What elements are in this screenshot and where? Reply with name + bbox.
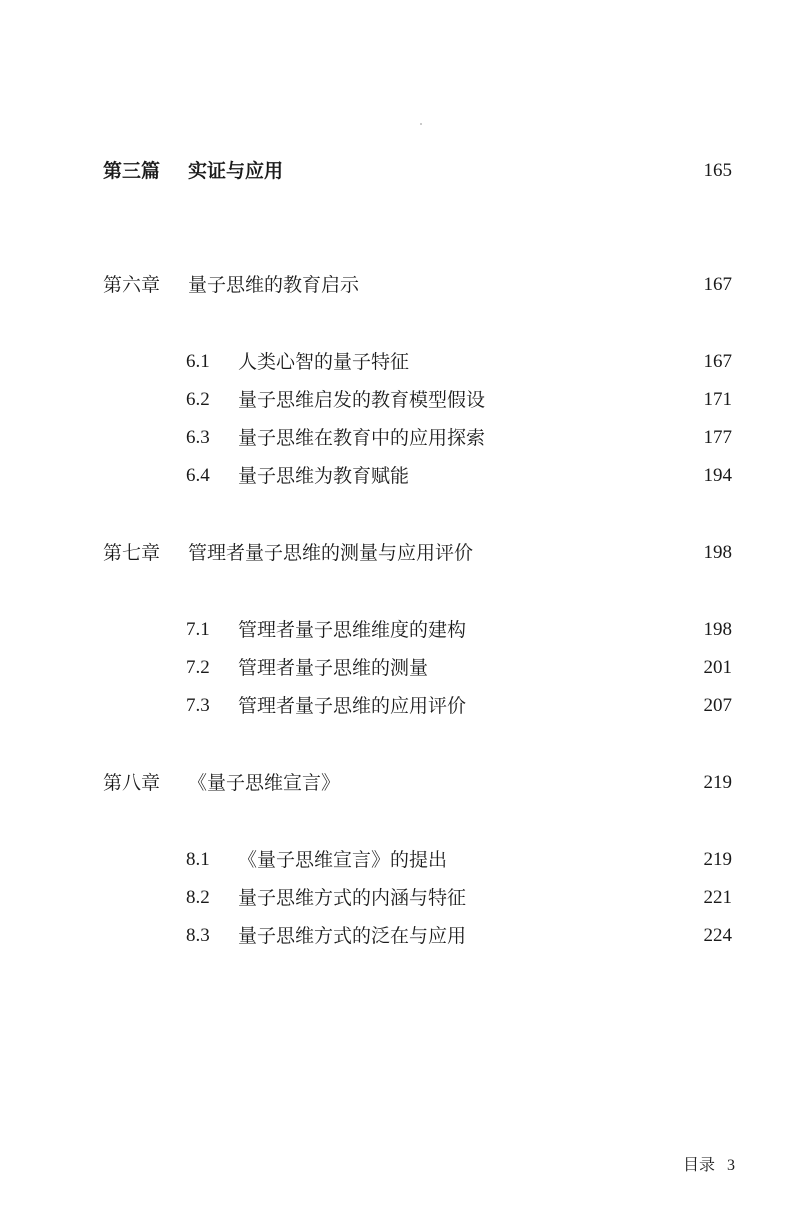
section-number: 8.1: [186, 849, 210, 870]
section-number: 7.2: [186, 657, 210, 678]
part-title: 实证与应用: [188, 160, 284, 182]
section-number: 7.1: [186, 619, 210, 640]
section-page-number: 219: [703, 849, 732, 870]
section-number: 8.2: [186, 887, 210, 908]
section-title: 《量子思维宣言》的提出: [238, 849, 448, 871]
section-page-number: 167: [703, 351, 732, 372]
toc-chapter-entry[interactable]: [0, 538, 790, 568]
section-number: 6.4: [186, 465, 210, 486]
section-number: 8.3: [186, 925, 210, 946]
chapter-page-number: 219: [703, 772, 732, 793]
toc-section-entry[interactable]: [0, 883, 790, 913]
chapter-page-number: 198: [703, 542, 732, 563]
chapter-label: 第六章: [103, 274, 161, 296]
section-title: 量子思维为教育赋能: [238, 465, 410, 487]
toc-part-entry[interactable]: [0, 156, 790, 186]
section-number: 7.3: [186, 695, 210, 716]
section-number: 6.1: [186, 351, 210, 372]
toc-section-entry[interactable]: [0, 423, 790, 453]
chapter-page-number: 167: [703, 274, 732, 295]
chapter-label: 第八章: [103, 772, 161, 794]
section-page-number: 207: [703, 695, 732, 716]
section-page-number: 201: [703, 657, 732, 678]
chapter-title: 《量子思维宣言》: [188, 772, 341, 794]
section-page-number: 171: [703, 389, 732, 410]
toc-section-entry[interactable]: [0, 653, 790, 683]
section-title: 量子思维方式的内涵与特征: [238, 887, 467, 909]
section-title: 管理者量子思维维度的建构: [238, 619, 467, 641]
section-title: 管理者量子思维的测量: [238, 657, 429, 679]
section-page-number: 221: [703, 887, 732, 908]
toc-chapter-entry[interactable]: [0, 768, 790, 798]
toc-section-entry[interactable]: [0, 615, 790, 645]
section-page-number: 198: [703, 619, 732, 640]
page-speck: [420, 123, 422, 125]
chapter-label: 第七章: [103, 542, 161, 564]
section-page-number: 194: [703, 465, 732, 486]
section-number: 6.3: [186, 427, 210, 448]
toc-section-entry[interactable]: [0, 461, 790, 491]
toc-chapter-entry[interactable]: [0, 270, 790, 300]
part-label: 第三篇: [103, 160, 161, 182]
section-title: 量子思维启发的教育模型假设: [238, 389, 486, 411]
toc-section-entry[interactable]: [0, 385, 790, 415]
footer-page-number: 3: [727, 1157, 735, 1174]
section-title: 人类心智的量子特征: [238, 351, 410, 373]
section-page-number: 177: [703, 427, 732, 448]
chapter-title: 量子思维的教育启示: [188, 274, 360, 296]
chapter-title: 管理者量子思维的测量与应用评价: [188, 542, 474, 564]
section-title: 管理者量子思维的应用评价: [238, 695, 467, 717]
footer-label: 目录: [682, 1157, 715, 1174]
toc-section-entry[interactable]: [0, 921, 790, 951]
section-number: 6.2: [186, 389, 210, 410]
section-page-number: 224: [703, 925, 732, 946]
page-footer: [683, 1152, 735, 1175]
section-title: 量子思维方式的泛在与应用: [238, 925, 467, 947]
part-page-number: 165: [703, 160, 732, 181]
toc-section-entry[interactable]: [0, 347, 790, 377]
toc-section-entry[interactable]: [0, 691, 790, 721]
toc-section-entry[interactable]: [0, 845, 790, 875]
section-title: 量子思维在教育中的应用探索: [238, 427, 486, 449]
